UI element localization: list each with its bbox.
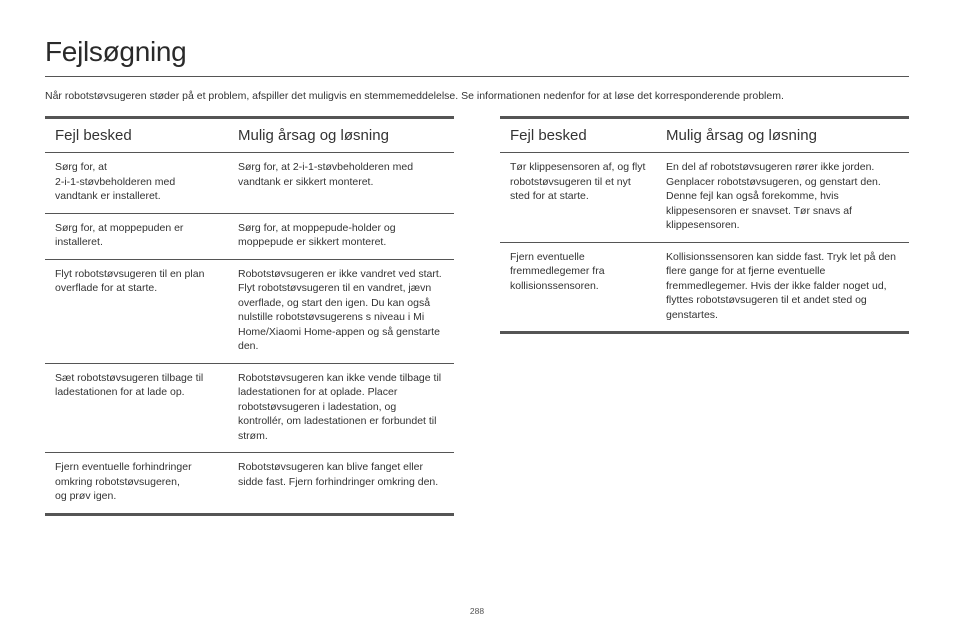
table-header-row <box>500 118 909 153</box>
error-message-cell: Sørg for, at 2-i-1-støvbeholderen med vandtank er installeret. <box>45 153 228 214</box>
error-message-cell: Fjern eventuelle forhindringer omkring robotstøvsugeren, og prøv igen. <box>55 461 192 502</box>
column-header-solution: Mulig årsag og løsning <box>228 118 454 153</box>
error-message-cell: Sæt robotstøvsugeren tilbage til ladestationen for at lade op. <box>45 363 228 453</box>
page-number: 288 <box>469 606 485 616</box>
column-header-message: Fejl besked <box>500 118 656 153</box>
column-header-message: Fejl besked <box>45 118 228 153</box>
error-table-left <box>45 116 454 516</box>
solution-cell: Robotstøvsugeren kan blive fanget eller sidde fast. Fjern forhindringer omkring den. <box>238 461 439 488</box>
table-row <box>500 153 909 243</box>
table-row <box>45 363 454 453</box>
solution-cell: En del af robotstøvsugeren rører ikke jorden. Genplacer robotstøvsugeren, og genstart den. Denne fejl kan også forekomme, hvis klippesensoren er snavset. Tør snavs af klippesensoren. <box>656 153 909 243</box>
error-table-right <box>500 116 909 334</box>
solution-cell: Sørg for, at 2-i-1-støvbeholderen med vandtank er sikkert monteret. <box>228 153 454 214</box>
solution-cell: Sørg for, at moppepude-holder og moppepude er sikkert monteret. <box>228 213 454 259</box>
error-message-cell: Flyt robotstøvsugeren til en plan overflade for at starte. <box>45 259 228 363</box>
intro-text: Når robotstøvsugeren støder på et problem, afspiller det muligvis en stemmemeddelelse. Se informationen nedenfor for at løse det korresponderende problem. <box>45 90 784 102</box>
table-row <box>45 453 454 515</box>
table-row <box>45 259 454 363</box>
page-title: Fejlsøgning <box>45 36 187 67</box>
solution-cell: Robotstøvsugeren er ikke vandret ved start. Flyt robotstøvsugeren til en vandret, jævn overflade, og start den igen. Du kan også nulstille robotstøvsugerens s niveau i Mi Home/Xiaomi Home-appen og så genstarte den. <box>228 259 454 363</box>
error-message-cell: Sørg for, at moppepuden er installeret. <box>45 213 228 259</box>
title-divider <box>45 76 909 77</box>
table-row <box>45 153 454 214</box>
solution-cell: Robotstøvsugeren kan ikke vende tilbage til ladestationen for at oplade. Placer robotstøvsugeren i ladestation, og kontrollér, om ladestationen er forbundet til strøm. <box>228 363 454 453</box>
error-message-cell: Tør klippesensoren af, og flyt robotstøvsugeren til et nyt sted for at starte. <box>500 153 656 243</box>
table-row <box>500 242 909 333</box>
error-message-cell: Fjern eventuelle fremmedlegemer fra kollisionssensoren. <box>510 250 605 292</box>
solution-cell: Kollisionssensoren kan sidde fast. Tryk let på den flere gange for at fjerne eventuelle fremmedlegemer. Hvis der ikke falder noget ud, flyttes robotstøvsugeren til et andet sted og genstartes. <box>666 250 896 321</box>
column-header-solution: Mulig årsag og løsning <box>656 118 909 153</box>
table-header-row <box>45 118 454 153</box>
table-row <box>45 213 454 259</box>
